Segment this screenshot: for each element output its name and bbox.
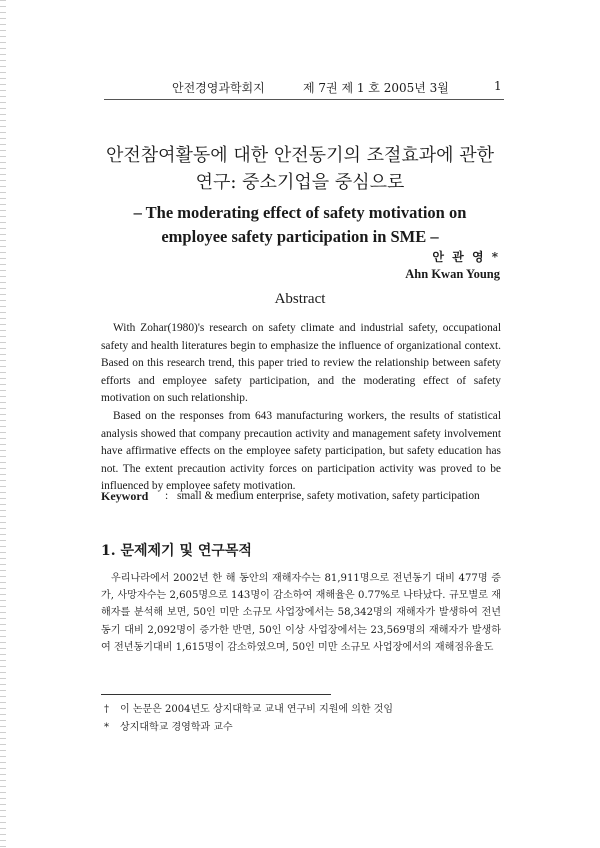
abstract-paragraph-2: Based on the responses from 643 manufacturing workers, the results of statistical analysis showed that company precaution activity and management safety involvement have affirmative effects on the employee safety participation, but safety education has not. The extent precaution activity forces on participation activity was proved to be influenced by employee safety motivation.	[101, 409, 501, 493]
section-paragraph: 우리나라에서 2002년 한 해 동안의 재해자수는 81,911명으로 전년동기 대비 477명 증가, 사망자수는 2,605명으로 143명이 감소하여 재해율은 0.77%로 나타났다. 규모별로 재해자를 분석해 보면, 50인 미만 소규모 사업장에서는 58,342명의 재해자가 발생하여 전년동기 대비 2,092명이 증가한 반면, 50인 이상 사업장에서는 23,569명의 재해자가 발생하여 전년동기대비 1,615명이 감소하였으며, 50인 미만 소규모 사업장에서의 재해점유율도	[101, 573, 501, 653]
section-heading: 1. 문제제기 및 연구목적	[101, 543, 252, 559]
korean-title-line-1: 안전참여활동에 대한 안전동기의 조절효과에 관한	[105, 145, 495, 166]
scan-edge-dots	[0, 0, 6, 848]
english-title	[60, 201, 540, 249]
footnote-funding	[104, 700, 393, 715]
abstract-paragraph-1: With Zohar(1980)'s research on safety climate and industrial safety, occupational safety and health literatures begin to emphasize the influence of organizational context. Based on this research trend, this paper tried to review the relationship between safety efforts and employee safety participation, and the moderating effect of safety motivation on such relationship.	[101, 322, 501, 405]
english-title-line-1: – The moderating effect of safety motivation on	[133, 203, 467, 222]
keyword-text: small & medium enterprise, safety motivation, safety participation	[177, 490, 480, 502]
page-number: 1	[494, 79, 502, 93]
english-title-line-2: employee safety participation in SME –	[161, 227, 439, 246]
keyword-label: Keyword	[101, 489, 149, 503]
keyword-colon: :	[165, 490, 169, 502]
footnote-asterisk-mark: *	[104, 722, 109, 733]
header-rule	[104, 99, 504, 100]
korean-title-line-2: 연구: 중소기업을 중심으로	[195, 172, 405, 193]
footnote-affiliation-text: 상지대학교 경영학과 교수	[120, 722, 233, 733]
section-body	[101, 570, 501, 656]
footnote-dagger-mark: †	[104, 704, 109, 715]
korean-title	[80, 142, 520, 196]
footnote-affiliation	[104, 718, 233, 733]
footnote-funding-text: 이 논문은 2004년도 상지대학교 교내 연구비 지원에 의한 것임	[120, 704, 394, 715]
author-english: Ahn Kwan Young	[405, 267, 500, 281]
abstract-body	[101, 320, 501, 496]
journal-name: 안전경영과학회지	[172, 81, 265, 95]
running-head	[0, 79, 600, 99]
author-korean: 안 관 영 *	[432, 250, 500, 264]
footnote-rule	[101, 694, 331, 695]
issue-info: 제 7권 제 1 호 2005년 3월	[303, 81, 449, 95]
abstract-heading: Abstract	[274, 291, 326, 307]
